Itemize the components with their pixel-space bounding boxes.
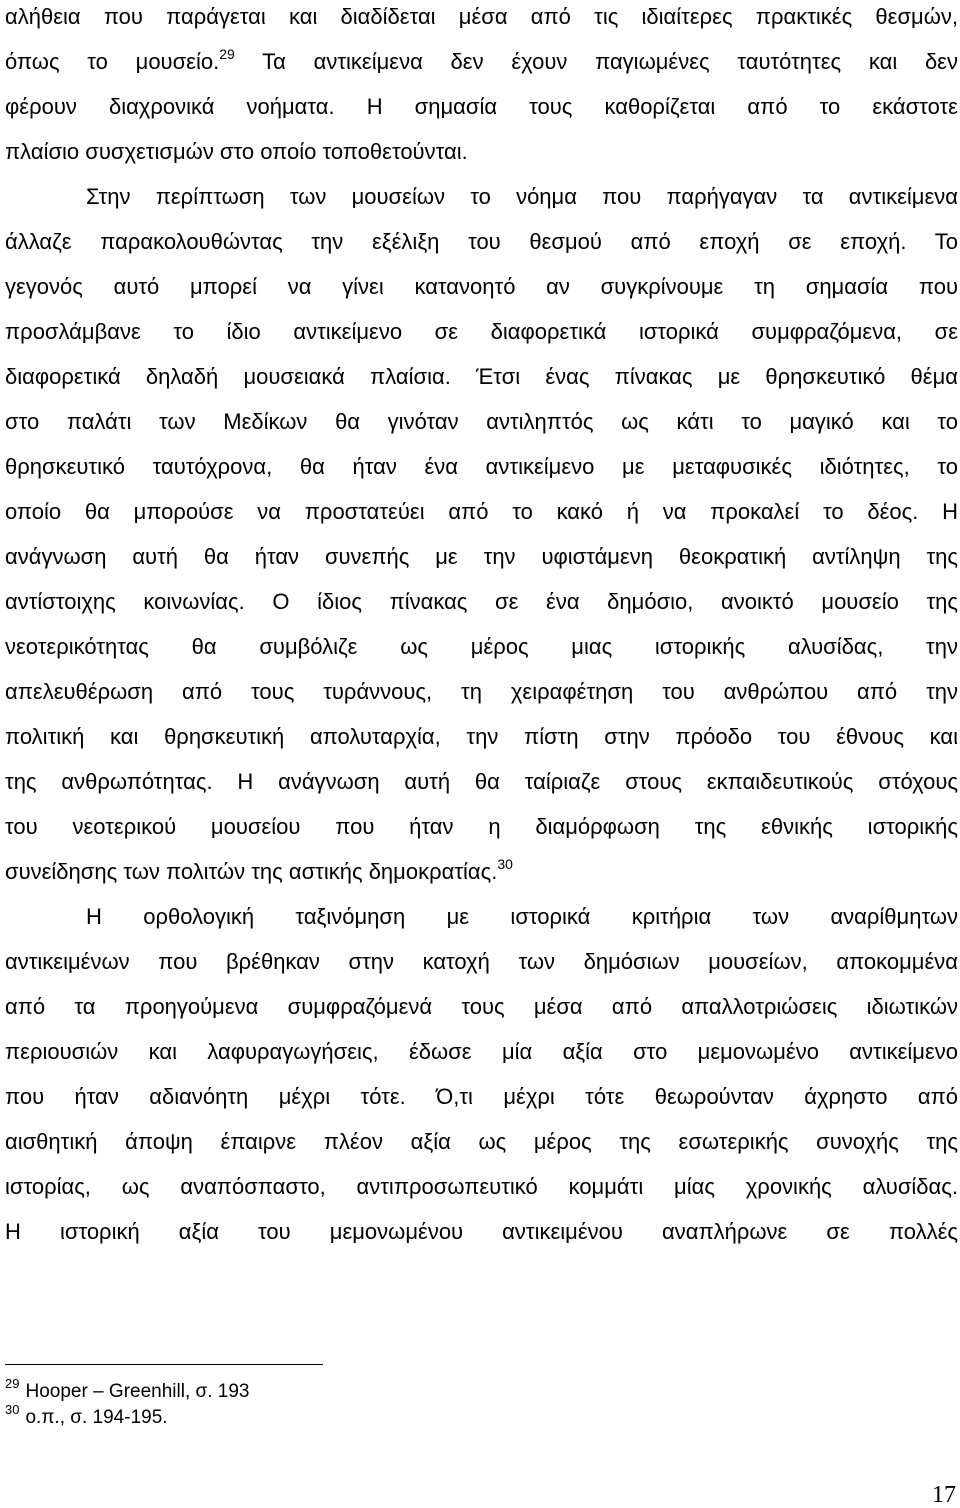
text-line: οποίο θα μπορούσε να προστατεύει από το κακό ή να προκαλεί το δέος. Η xyxy=(5,499,958,524)
text-line: που ήταν αδιανόητη μέχρι τότε. Ό,τι μέχρι τότε θεωρούνταν άχρηστο από xyxy=(5,1084,958,1109)
text-line xyxy=(5,857,958,887)
text-line: αισθητική άποψη έπαιρνε πλέον αξία ως μέρος της εσωτερικής συνοχής της xyxy=(5,1129,958,1154)
footnote-reference[interactable]: 29 xyxy=(219,47,235,62)
text-line: πλαίσιο συσχετισμών στο οποίο τοποθετούνται. xyxy=(5,139,468,164)
text-line: διαφορετικά δηλαδή μουσειακά πλαίσια. Έτσι ένας πίνακας με θρησκευτικό θέμα xyxy=(5,364,958,389)
text-line: από τα προηγούμενα συμφραζόμενά τους μέσα από απαλλοτριώσεις ιδιωτικών xyxy=(5,994,958,1019)
text-line: γεγονός αυτό μπορεί να γίνει κατανοητό αν συγκρίνουμε τη σημασία που xyxy=(5,274,958,299)
page-number: 17 xyxy=(932,1482,956,1508)
footnote-separator xyxy=(5,1364,323,1365)
footnote-text: ο.π., σ. 194-195. xyxy=(25,1407,168,1428)
paragraph-first-line: Η ορθολογική ταξινόμηση με ιστορικά κριτήρια των αναρίθμητων xyxy=(86,904,958,929)
text-line: αντίστοιχης κοινωνίας. Ο ίδιος πίνακας σε ένα δημόσιο, ανοικτό μουσείο της xyxy=(5,589,958,614)
footnote-number: 29 xyxy=(5,1376,20,1391)
paragraph-first-line: Στην περίπτωση των μουσείων το νόημα που παρήγαγαν τα αντικείμενα xyxy=(86,184,958,209)
text-line: αλήθεια που παράγεται και διαδίδεται μέσα από τις ιδιαίτερες πρακτικές θεσμών, xyxy=(5,4,958,29)
text-line: θρησκευτικό ταυτόχρονα, θα ήταν ένα αντικείμενο με μεταφυσικές ιδιότητες, το xyxy=(5,454,958,479)
text-segment: συνείδησης των πολιτών της αστικής δημοκρατίας. xyxy=(5,859,498,884)
text-line: ιστορίας, ως αναπόσπαστο, αντιπροσωπευτικό κομμάτι μίας χρονικής αλυσίδας. xyxy=(5,1174,958,1199)
text-line: περιουσιών και λαφυραγωγήσεις, έδωσε μία αξία στο μεμονωμένο αντικείμενο xyxy=(5,1039,958,1064)
footnote-number: 30 xyxy=(5,1402,20,1417)
footnote-text: Hooper – Greenhill, σ. 193 xyxy=(25,1381,250,1402)
text-line xyxy=(5,47,958,77)
footnote xyxy=(5,1376,250,1405)
text-segment: Τα αντικείμενα δεν έχουν παγιωμένες ταυτότητες και δεν xyxy=(262,49,958,74)
text-line: του νεοτερικού μουσείου που ήταν η διαμόρφωση της εθνικής ιστορικής xyxy=(5,814,958,839)
text-line: ανάγνωση αυτή θα ήταν συνεπής με την υφιστάμενη θεοκρατική αντίληψη της xyxy=(5,544,958,569)
text-line: της ανθρωπότητας. Η ανάγνωση αυτή θα ταίριαζε στους εκπαιδευτικούς στόχους xyxy=(5,769,958,794)
text-segment: όπως το μουσείο. xyxy=(5,49,220,74)
text-line: απελευθέρωση από τους τυράννους, τη χειραφέτηση του ανθρώπου από την xyxy=(5,679,958,704)
text-line: πολιτική και θρησκευτική απολυταρχία, την πίστη στην πρόοδο του έθνους και xyxy=(5,724,958,749)
text-line: προσλάμβανε το ίδιο αντικείμενο σε διαφορετικά ιστορικά συμφραζόμενα, σε xyxy=(5,319,958,344)
footnote xyxy=(5,1402,168,1431)
text-line: Η ιστορική αξία του μεμονωμένου αντικειμένου αναπλήρωνε σε πολλές xyxy=(5,1219,958,1244)
footnote-reference[interactable]: 30 xyxy=(497,857,513,872)
text-line: νεοτερικότητας θα συμβόλιζε ως μέρος μιας ιστορικής αλυσίδας, την xyxy=(5,634,958,659)
text-line: άλλαζε παρακολουθώντας την εξέλιξη του θεσμού από εποχή σε εποχή. Το xyxy=(5,229,958,254)
text-line: αντικειμένων που βρέθηκαν στην κατοχή των δημόσιων μουσείων, αποκομμένα xyxy=(5,949,958,974)
text-line: φέρουν διαχρονικά νοήματα. Η σημασία τους καθορίζεται από το εκάστοτε xyxy=(5,94,958,119)
text-line: στο παλάτι των Μεδίκων θα γινόταν αντιληπτός ως κάτι το μαγικό και το xyxy=(5,409,958,434)
